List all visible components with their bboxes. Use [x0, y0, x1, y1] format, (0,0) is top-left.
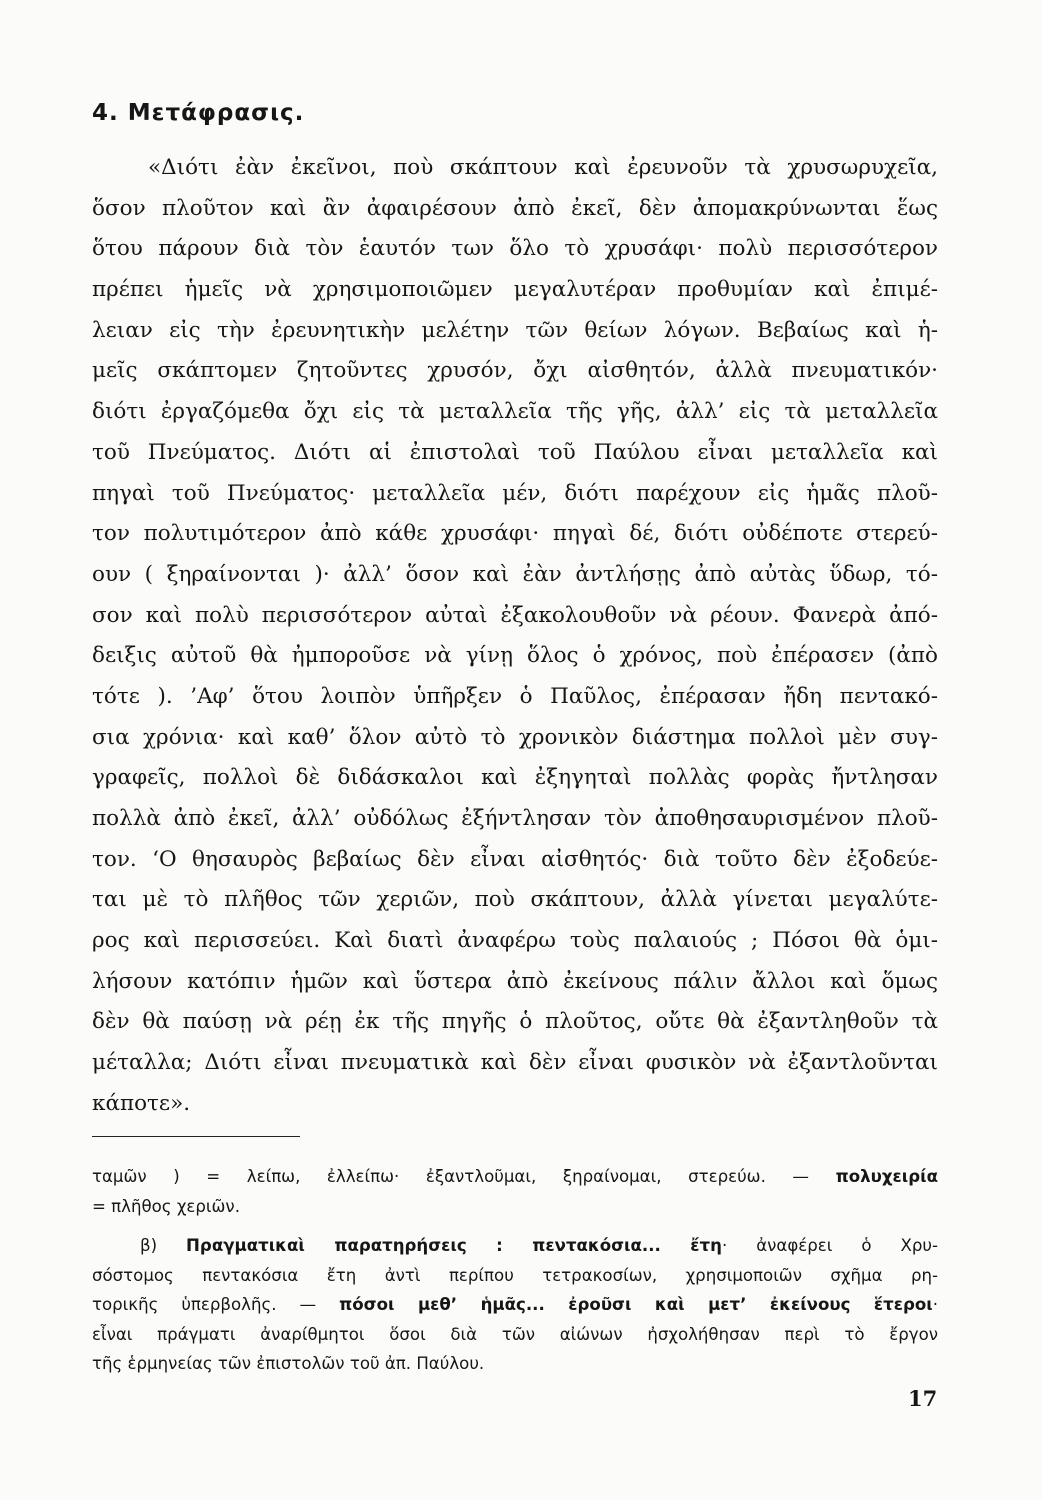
footnote-term: Πραγματικαὶ παρατηρήσεις : πεντακόσια... ἔτη — [186, 1236, 722, 1255]
text-line: ὅσον πλοῦτον καὶ ἂν ἀφαιρέσουν ἀπὸ ἐκεῖ, δὲν ἀπομακρύνωνται ἕως — [92, 195, 938, 221]
text-line: μέταλλα; Διότι εἶναι πνευματικὰ καὶ δὲν εἶναι φυσικὸν νὰ ἐξαντλοῦνται — [92, 1050, 938, 1076]
text-line: σια χρόνια· καὶ καθ’ ὅλον αὐτὸ τὸ χρονικὸν διάστημα πολλοὶ μὲν συγ- — [92, 724, 938, 750]
footnote-line: εἶναι πράγματι ἀναρίθμητοι ὅσοι διὰ τῶν αἰώνων ἠσχολήθησαν περὶ τὸ ἔργον — [92, 1324, 938, 1344]
footnote-text: · — [932, 1295, 939, 1314]
text-line: λειαν εἰς τὴν ἐρευνητικὴν μελέτην τῶν θείων λόγων. Βεβαίως καὶ ἡ- — [92, 317, 938, 343]
text-line: πολλὰ ἀπὸ ἐκεῖ, ἀλλ’ οὐδόλως ἐξήντλησαν τὸν ἀποθησαυρισμένον πλοῦ- — [92, 806, 938, 831]
footnote-label: β) — [140, 1236, 187, 1255]
text-line: διότι ἐργαζόμεθα ὄχι εἰς τὰ μεταλλεῖα τῆς γῆς, ἀλλ’ εἰς τὰ μεταλλεῖα — [92, 399, 938, 425]
footnote-term: πόσοι μεθ’ ἡμᾶς... ἐροῦσι καὶ μετ’ ἐκείνους ἕτεροι — [339, 1295, 933, 1314]
footnote-term: πολυχειρία — [835, 1167, 938, 1186]
text-line: ται μὲ τὸ πλῆθος τῶν χεριῶν, ποὺ σκάπτουν, ἀλλὰ γίνεται μεγαλύτε- — [92, 887, 938, 913]
section-heading: 4. Μετάφρασις. — [92, 100, 305, 126]
text-line: δειξις αὐτοῦ θὰ ἠμποροῦσε νὰ γίνῃ ὅλος ὁ χρόνος, ποὺ ἐπέρασεν (ἀπὸ — [92, 643, 938, 669]
footnote-line — [92, 1231, 938, 1261]
footnote-line: = πλῆθος χεριῶν. — [92, 1196, 240, 1216]
text-line: σον καὶ πολὺ περισσότερον αὐταὶ ἐξακολουθοῦν νὰ ρέουν. Φανερὰ ἀπό- — [92, 602, 938, 628]
page-number: 17 — [908, 1386, 938, 1411]
text-line: τον. ‘Ο θησαυρὸς βεβαίως δὲν εἶναι αἰσθητός· διὰ τοῦτο δὲν ἐξοδεύε- — [92, 846, 938, 872]
footnote-text: · ἀναφέρει ὁ Χρυ- — [721, 1236, 938, 1255]
text-line: δὲν θὰ παύσῃ νὰ ρέῃ ἐκ τῆς πηγῆς ὁ πλοῦτος, οὔτε θὰ ἐξαντληθοῦν τὰ — [92, 1009, 938, 1035]
text-line: τον πολυτιμότερον ἀπὸ κάθε χρυσάφι· πηγαὶ δέ, διότι οὐδέποτε στερεύ- — [92, 521, 938, 547]
translation-text — [92, 148, 938, 1125]
footnote-text: ταμῶν ) = λείπω, ἐλλείπω· ἐξαντλοῦμαι, ξηραίνομαι, στερεύω. — — [92, 1167, 836, 1186]
text-line: πρέπει ἡμεῖς νὰ χρησιμοποιῶμεν μεγαλυτέραν προθυμίαν καὶ ἐπιμέ- — [92, 277, 938, 303]
text-line: τότε ). ’Αφ’ ὅτου λοιπὸν ὑπῆρξεν ὁ Παῦλος, ἐπέρασαν ἤδη πεντακό- — [92, 683, 938, 709]
text-line: πηγαὶ τοῦ Πνεύματος· μεταλλεῖα μέν, διότι παρέχουν εἰς ἡμᾶς πλοῦ- — [92, 480, 938, 506]
text-line: κάποτε». — [92, 1090, 191, 1116]
text-line: τοῦ Πνεύματος. Διότι αἱ ἐπιστολαὶ τοῦ Παύλου εἶναι μεταλλεῖα καὶ — [92, 439, 938, 465]
text-line: ρος καὶ περισσεύει. Καὶ διατὶ ἀναφέρω τοὺς παλαιούς ; Πόσοι θὰ ὁμι- — [92, 928, 938, 954]
text-line: ὅτου πάρουν διὰ τὸν ἑαυτόν των ὅλο τὸ χρυσάφι· πολὺ περισσότερον — [92, 236, 938, 262]
text-line: γραφεῖς, πολλοὶ δὲ διδάσκαλοι καὶ ἐξηγηταὶ πολλὰς φορὰς ἤντλησαν — [92, 765, 938, 791]
footnote-divider — [92, 1136, 300, 1137]
text-line: «Διότι ἐὰν ἐκεῖνοι, ποὺ σκάπτουν καὶ ἐρευνοῦν τὰ χρυσωρυχεῖα, — [148, 155, 938, 180]
text-line: ουν ( ξηραίνονται )· ἀλλ’ ὅσον καὶ ἐὰν ἀντλήσῃς ἀπὸ αὐτὰς ὕδωρ, τό- — [92, 561, 938, 587]
footnotes — [92, 1162, 938, 1379]
text-line: λήσουν κατόπιν ἡμῶν καὶ ὕστερα ἀπὸ ἐκείνους πάλιν ἄλλοι καὶ ὅμως — [92, 968, 938, 994]
text-line: μεῖς σκάπτομεν ζητοῦντες χρυσόν, ὄχι αἰσθητόν, ἀλλὰ πνευματικόν· — [92, 358, 938, 384]
footnote-line: σόστομος πεντακόσια ἔτη ἀντὶ περίπου τετρακοσίων, χρησιμοποιῶν σχῆμα ρη- — [92, 1265, 938, 1285]
footnote-line: τῆς ἑρμηνείας τῶν ἐπιστολῶν τοῦ ἀπ. Παύλου. — [92, 1354, 485, 1373]
footnote-text: τορικῆς ὑπερβολῆς. — — [92, 1295, 340, 1314]
footnote-line — [92, 1162, 938, 1192]
footnote-line — [92, 1290, 938, 1320]
